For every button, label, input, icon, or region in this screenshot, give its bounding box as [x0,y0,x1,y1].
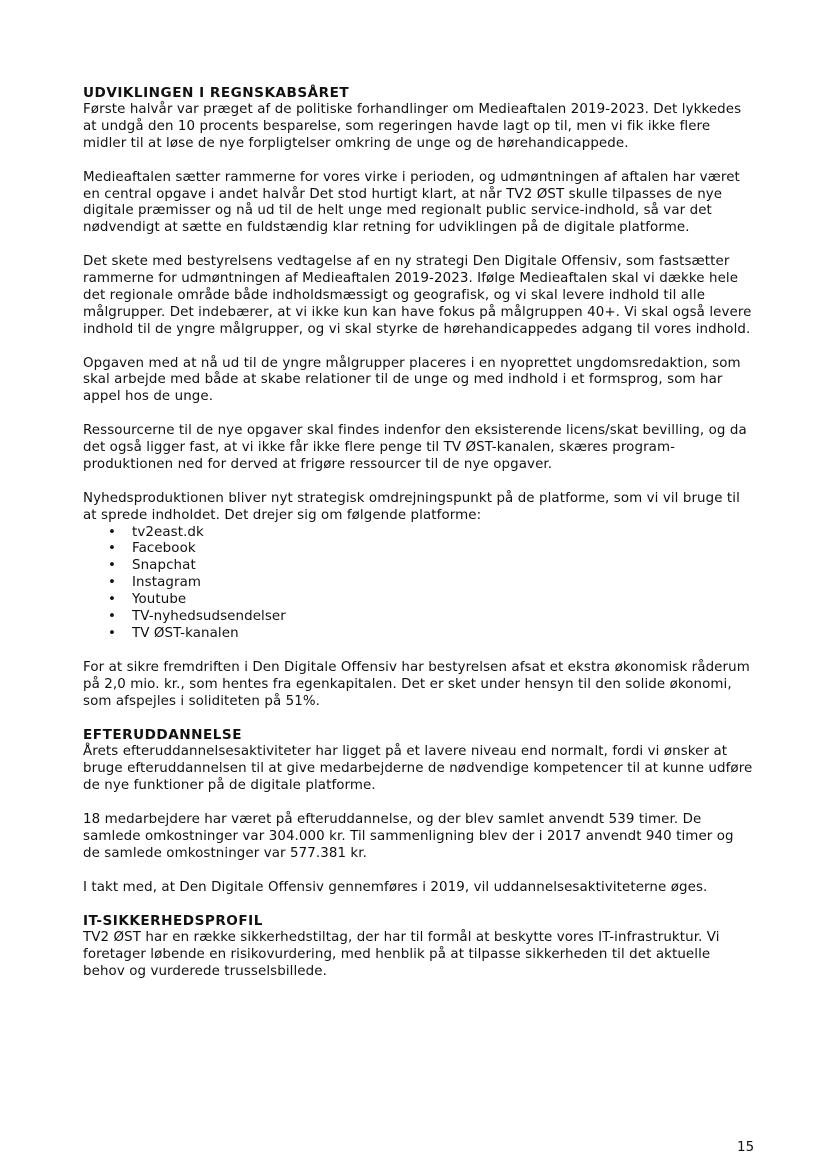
platform-list [83,525,753,643]
list-item: • Youtube [132,592,753,609]
paragraph: For at sikre fremdriften i Den Digitale Offensiv har bestyrelsen afsat et ekstra økonomisk råderum på 2,0 mio. kr., som hentes fra egenkapitalen. Det er sket under hensyn til den solide økonomi, som afspejles i soliditeten på 51%. [83,659,750,709]
page-content [83,85,753,998]
paragraph: Nyhedsproduktionen bliver nyt strategisk omdrejningspunkt på de platforme, som vi vil bruge til at sprede indholdet. Det drejer sig om følgende platforme: [83,490,740,523]
section-heading: UDVIKLINGEN I REGNSKABSÅRET [83,85,350,101]
paragraph: Det skete med bestyrelsens vedtagelse af en ny strategi Den Digitale Offensiv, som fastsætter rammerne for udmøntningen af Medieaftalen 2019-2023. Ifølge Medieaftalen skal vi dække hele det regionale område både indholdsmæssigt og geografisk, og vi skal levere indhold til alle målgrupper. Det indebærer, at vi ikke kun kan have fokus på målgruppen 40+. Vi skal også levere indhold til de yngre målgrupper, og vi skal styrke de hørehandicappedes adgang til vores indhold. [83,254,752,337]
section-development [83,85,753,711]
list-item: • Facebook [132,541,753,558]
paragraph: Medieaftalen sætter rammerne for vores virke i perioden, og udmøntningen af aftalen har været en central opgave i andet halvår Det stod hurtigt klart, at når TV2 ØST skulle tilpasses de nye digitale præmisser og nå ud til de helt unge med regionalt public service-indhold, så var det nødvendigt at sætte en fuldstændig klar retning for udviklingen på de digitale platforme. [83,169,740,236]
paragraph: 18 medarbejdere har været på efteruddannelse, og der blev samlet anvendt 539 timer. De samlede omkostninger var 304.000 kr. Til sammenligning blev der i 2017 anvendt 940 timer og de samlede omkostninger var 577.381 kr. [83,812,734,861]
page-number: 15 [737,1140,755,1155]
section-it-security [83,913,753,981]
list-item: • Instagram [132,575,753,592]
paragraph: Årets efteruddannelsesaktiviteter har ligget på et lavere niveau end normalt, fordi vi ønsker at bruge efteruddannelsen til at give medarbejderne de nødvendige kompetencer til at kunne udføre de nye funktioner på de digitale platforme. [83,744,753,794]
section-heading: IT-SIKKERHEDSPROFIL [83,913,263,930]
list-item: • TV-nyhedsudsendelser [132,609,753,626]
list-item: • TV ØST-kanalen [132,626,753,643]
list-item: • Snapchat [132,558,753,575]
section-training [83,727,753,896]
paragraph: Ressourcerne til de nye opgaver skal findes indenfor den eksisterende licens/skat bevilling, og da det også ligger fast, at vi ikke får ikke flere penge til TV ØST-kanalen, skæres program-produktionen ned for derved at frigøre ressourcer til de nye opgaver. [83,423,747,472]
list-item: • tv2east.dk [132,525,753,542]
paragraph: Opgaven med at nå ud til de yngre målgrupper placeres i en nyoprettet ungdomsredaktion, som skal arbejde med både at skabe relationer til de unge og med indhold i et formsprog, som har appel hos de unge. [83,355,741,405]
paragraph: Første halvår var præget af de politiske forhandlinger om Medieaftalen 2019-2023. Det lykkedes at undgå den 10 procents besparelse, som regeringen havde lagt op til, men vi fik ikke flere midler til at løse de nye forpligtelser omkring de unge og de hørehandicappede. [83,102,742,151]
paragraph: I takt med, at Den Digitale Offensiv gennemføres i 2019, vil uddannelsesaktiviteterne øges. [83,879,708,895]
paragraph: TV2 ØST har en række sikkerhedstiltag, der har til formål at beskytte vores IT-infrastruktur. Vi foretager løbende en risikovurdering, med henblik på at tilpasse sikkerheden til det aktuelle behov og vurderede trusselsbillede. [83,930,720,980]
section-heading: EFTERUDDANNELSE [83,727,243,744]
